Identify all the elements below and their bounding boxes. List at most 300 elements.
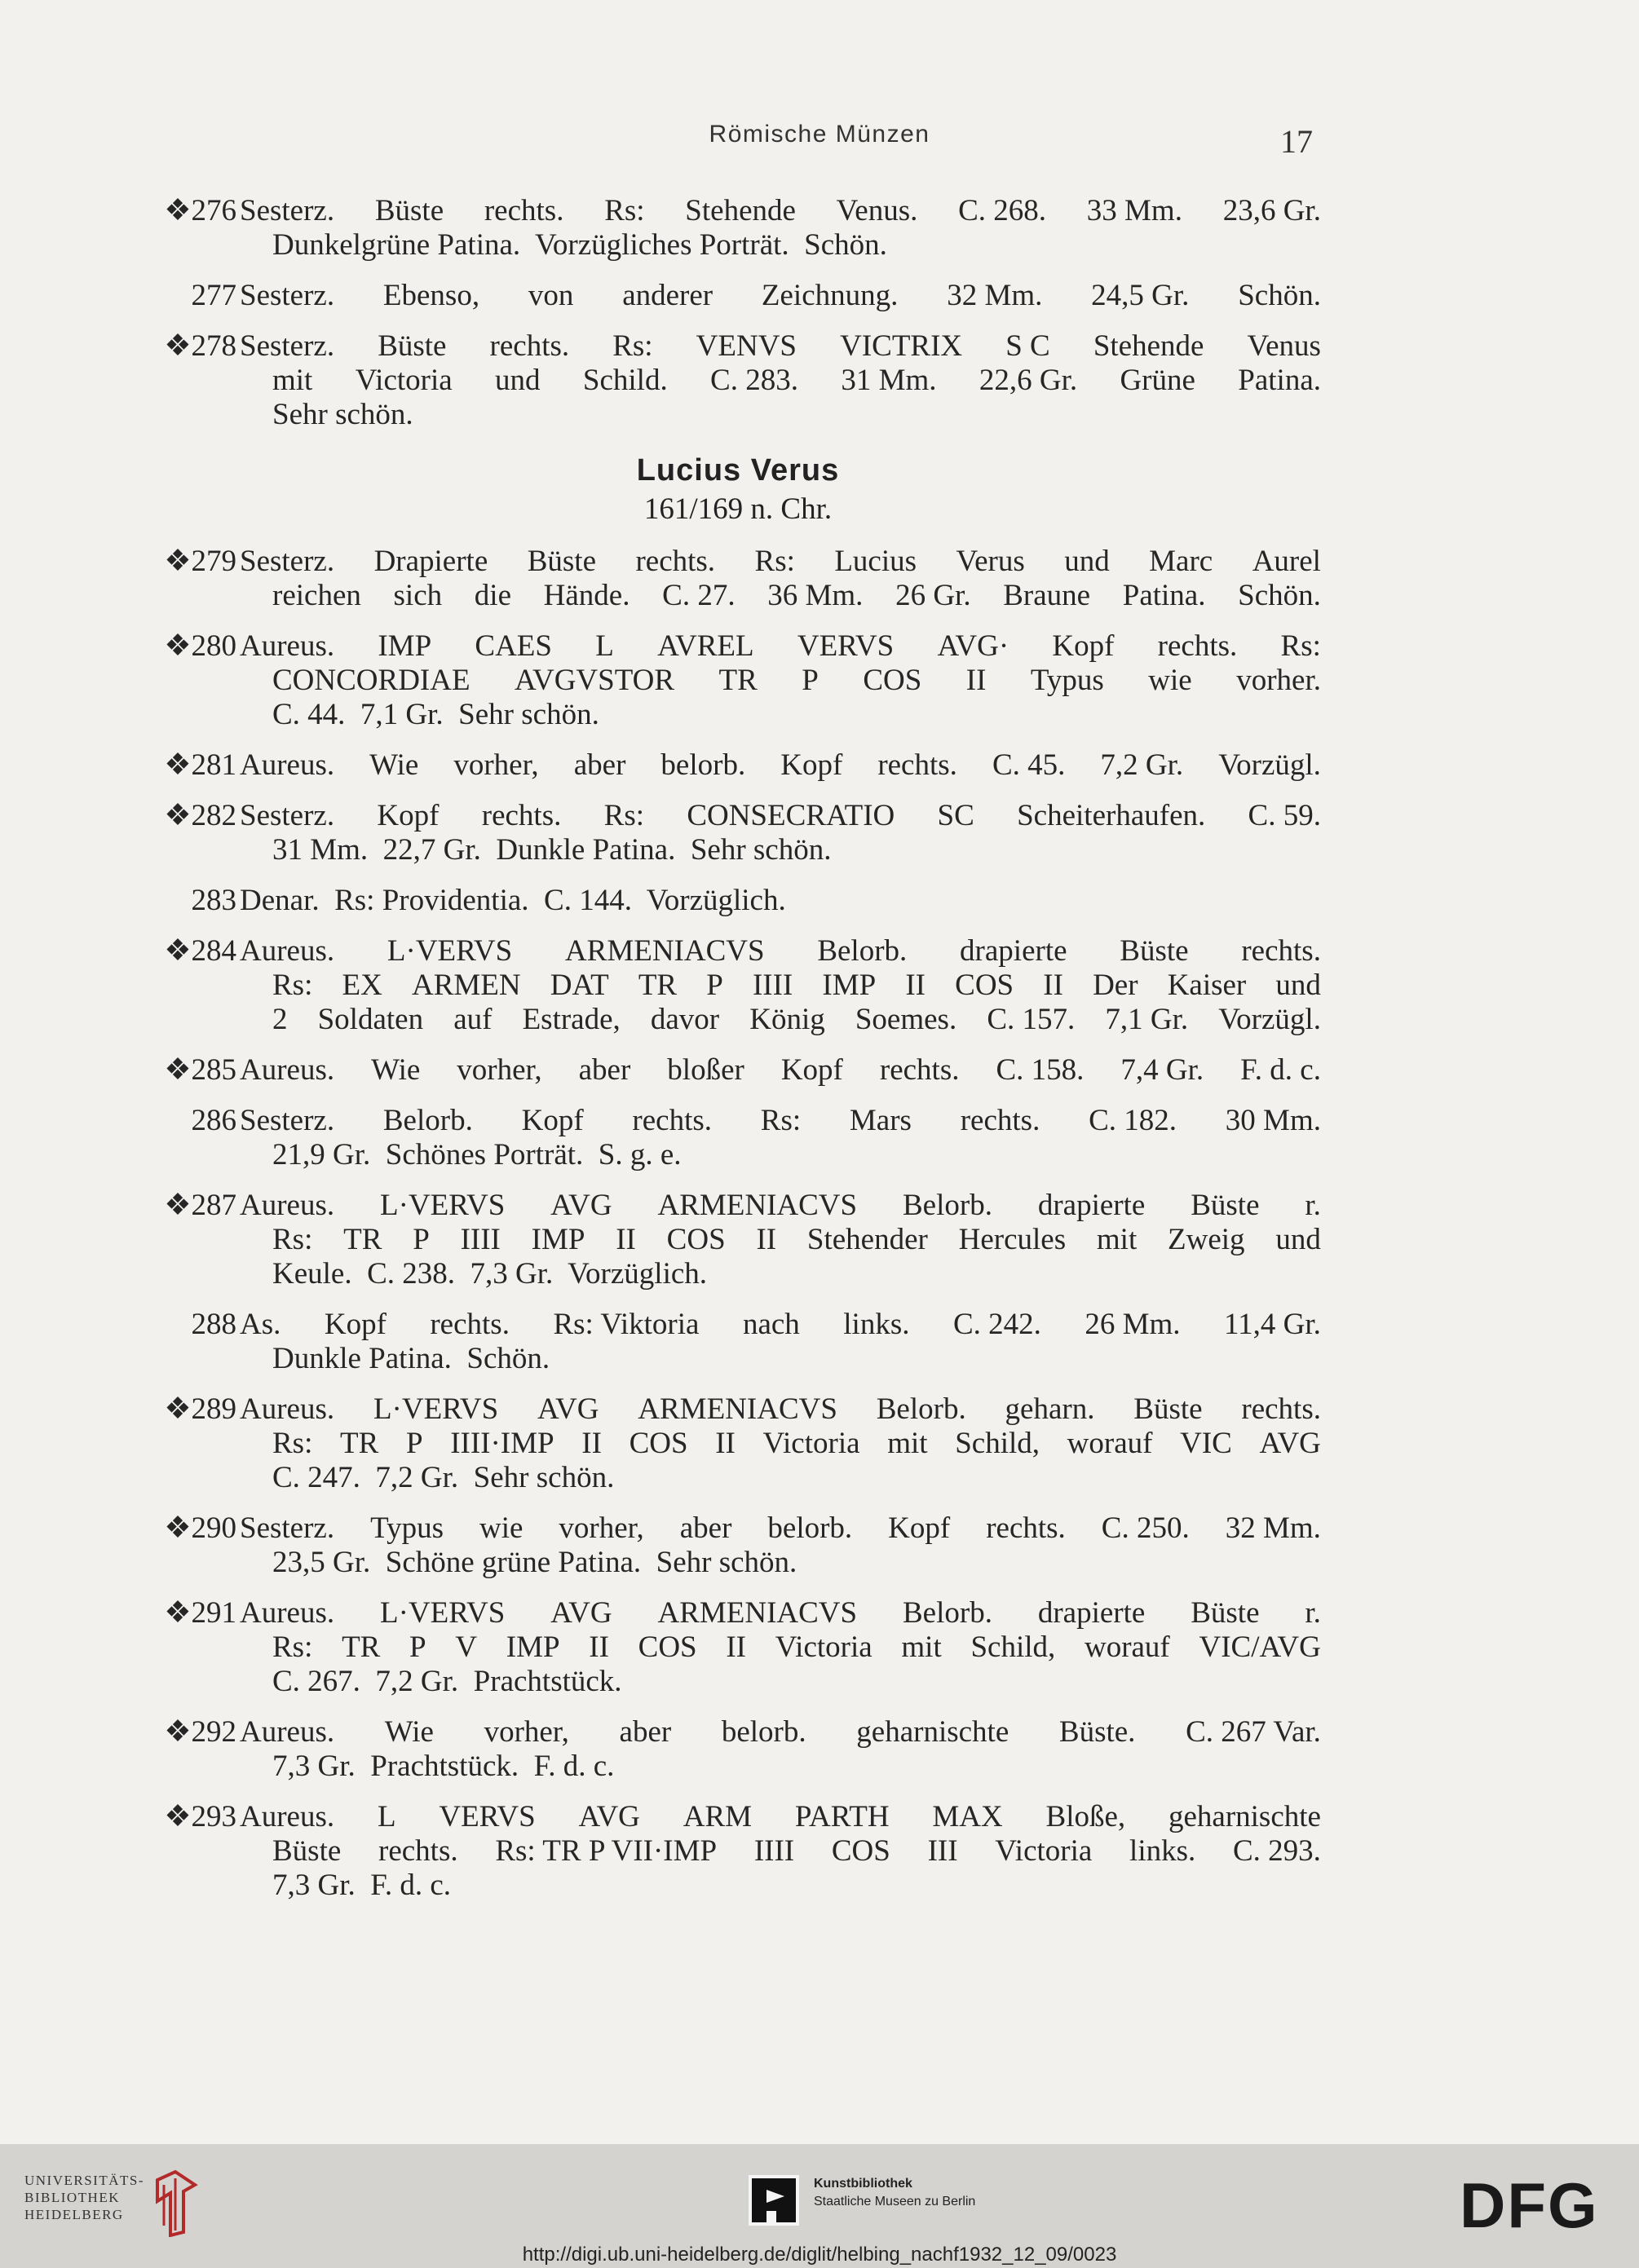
entry-word: C. 250. xyxy=(1101,1511,1190,1545)
entry-word: 7,2 Gr. xyxy=(1100,748,1184,782)
entry-word: und xyxy=(1275,969,1321,1002)
lot-number: 277 xyxy=(191,279,236,312)
kunstbibliothek-logo-icon[interactable] xyxy=(749,2175,799,2226)
entry-word: Marc xyxy=(1149,545,1213,578)
entry-word: rechts. xyxy=(1241,934,1321,968)
entry-word: AVG xyxy=(550,1596,612,1630)
entry-word: mit xyxy=(272,364,313,397)
entry-word: und xyxy=(1275,1223,1321,1256)
entry-word: Wie xyxy=(384,1715,434,1749)
entry-word: Typus xyxy=(1030,664,1104,697)
entry-line xyxy=(272,1630,1321,1665)
entry-word: C. 242. xyxy=(952,1308,1041,1341)
entry-word: 32 Mm. xyxy=(947,279,1043,312)
entry-word: rechts. xyxy=(430,1308,510,1341)
entry-line xyxy=(272,364,1321,398)
entry-word: nach xyxy=(742,1308,800,1341)
entry-line xyxy=(272,579,1321,613)
entry-word: EX xyxy=(342,969,382,1002)
entry-word: Aureus. xyxy=(240,1053,335,1087)
entry-line xyxy=(272,1257,1321,1291)
entry-word: Aureus. xyxy=(240,629,335,663)
entry-word: Venus xyxy=(1247,329,1321,363)
entry-word: IMP xyxy=(531,1223,585,1256)
entry-word: VERVS xyxy=(797,629,895,663)
entry-word: die xyxy=(474,579,511,612)
entry-word: Aureus. xyxy=(240,1800,335,1833)
kb-subtitle: Staatliche Museen zu Berlin xyxy=(814,2195,976,2208)
entry-word: II xyxy=(905,969,926,1002)
entry-word: Rs: xyxy=(604,194,645,227)
lot-number: ❖293 xyxy=(164,1800,236,1833)
entry-word: COS xyxy=(863,664,922,697)
entry-word: rechts. xyxy=(986,1511,1066,1545)
entry-word: Rs: xyxy=(272,1223,313,1256)
entry-word: von xyxy=(528,279,574,312)
entry-word: AVG xyxy=(550,1189,612,1222)
entry-word: Drapierte xyxy=(373,545,488,578)
entry-word: Sesterz. xyxy=(240,279,335,312)
lot-number: ❖287 xyxy=(164,1189,236,1222)
entry-line xyxy=(272,1750,1321,1784)
entry-word: Victoria xyxy=(995,1834,1093,1868)
entry-word: rechts. xyxy=(1157,629,1238,663)
entry-word: wie xyxy=(1148,664,1192,697)
entry-word: vorher, xyxy=(457,1053,542,1087)
lot-number: ❖276 xyxy=(164,194,236,227)
entry-word: C. 44. 7,1 Gr. Sehr schön. xyxy=(272,698,599,731)
entry-word: Victoria xyxy=(762,1427,860,1460)
entry-word: 31 Mm. 22,7 Gr. Dunkle Patina. Sehr schön. xyxy=(272,833,832,867)
entry-word: II xyxy=(616,1223,636,1256)
entry-word: Sesterz. xyxy=(240,545,335,578)
entry-word: 21,9 Gr. Schönes Porträt. S. g. e. xyxy=(272,1138,682,1172)
catalog-entry xyxy=(155,1189,1321,1291)
entry-word: VIC xyxy=(1180,1427,1232,1460)
entry-word: Aureus. xyxy=(240,1392,335,1426)
entry-word: C. 182. xyxy=(1089,1104,1177,1137)
entry-word: 30 Mm. xyxy=(1225,1104,1321,1137)
entry-word: II xyxy=(589,1630,609,1664)
entry-word: CONCORDIAE xyxy=(272,664,470,697)
entry-word: Kopf xyxy=(780,748,843,782)
entry-word: belorb. xyxy=(660,748,746,782)
entry-word: und xyxy=(495,364,541,397)
lot-number: ❖278 xyxy=(164,329,236,363)
catalog-entry xyxy=(155,934,1321,1037)
entry-line xyxy=(240,329,1321,364)
entry-word: rechts. xyxy=(489,329,570,363)
catalog-entry xyxy=(155,194,1321,263)
entry-line xyxy=(272,664,1321,698)
entry-word: Verus xyxy=(956,545,1025,578)
entry-word: aber xyxy=(573,748,626,782)
entry-word: Soldaten xyxy=(317,1003,424,1036)
entry-word: VICTRIX xyxy=(840,329,963,363)
entry-word: Belorb. xyxy=(903,1189,992,1222)
entry-word: IMP xyxy=(506,1630,560,1664)
entry-line xyxy=(272,1138,1321,1172)
entry-word: Sehr schön. xyxy=(272,398,413,431)
entry-word: Kaiser xyxy=(1167,969,1247,1002)
entry-word: davor xyxy=(650,1003,720,1036)
entry-word: C. 59. xyxy=(1248,799,1321,832)
entry-word: II xyxy=(965,664,987,697)
entry-word: Ebenso, xyxy=(382,279,480,312)
entry-word: Venus. xyxy=(836,194,918,227)
entry-word: IMP xyxy=(378,629,432,663)
lot-number: ❖280 xyxy=(164,629,236,663)
entry-word: IIII·IMP xyxy=(450,1427,554,1460)
lot-number: ❖291 xyxy=(164,1596,236,1630)
catalog-entry xyxy=(155,1511,1321,1580)
lot-number: ❖282 xyxy=(164,799,236,832)
entry-word: Stehender xyxy=(806,1223,928,1256)
entry-word: II xyxy=(581,1427,602,1460)
entry-word: Aureus. xyxy=(240,1189,335,1222)
entry-word: P xyxy=(409,1630,426,1664)
entry-word: AVG xyxy=(537,1392,599,1426)
catalog-entry xyxy=(155,1104,1321,1172)
entry-word: Büste xyxy=(272,1834,342,1868)
entry-word: auf xyxy=(453,1003,493,1036)
entry-word: TR xyxy=(342,1630,381,1664)
entry-word: 32 Mm. xyxy=(1225,1511,1321,1545)
entry-word: Belorb. xyxy=(876,1392,966,1426)
entry-word: anderer xyxy=(622,279,713,312)
entry-word: belorb. xyxy=(721,1715,806,1749)
entry-word: 23,6 Gr. xyxy=(1222,194,1321,227)
entry-word: Hercules xyxy=(958,1223,1067,1256)
entry-word: drapierte xyxy=(960,934,1067,968)
entry-word: 7,3 Gr. F. d. c. xyxy=(272,1869,452,1902)
entry-word: 36 Mm. xyxy=(767,579,864,612)
entry-word: TR xyxy=(718,664,758,697)
kunstbibliothek-text[interactable] xyxy=(814,2175,975,2211)
entry-word: vorher, xyxy=(559,1511,644,1545)
entry-word: As. xyxy=(240,1308,281,1341)
entry-line xyxy=(240,1511,1321,1546)
lot-number: ❖279 xyxy=(164,545,236,578)
catalog-entry xyxy=(155,884,1321,918)
catalog-entry xyxy=(155,1715,1321,1784)
entry-word: aber xyxy=(679,1511,732,1545)
entry-word: Vorzügl. xyxy=(1218,1003,1321,1036)
entry-word: SC xyxy=(937,799,974,832)
entry-word: IIII xyxy=(752,969,793,1002)
entry-word: IIII xyxy=(753,1834,795,1868)
entry-word: 2 xyxy=(272,1003,288,1036)
entry-word: TR xyxy=(343,1223,382,1256)
entry-word: aber xyxy=(578,1053,631,1087)
entry-word: Büste xyxy=(527,545,596,578)
entry-word: rechts. xyxy=(378,1834,458,1868)
entry-word: worauf xyxy=(1067,1427,1153,1460)
entry-line xyxy=(240,1308,1321,1342)
entry-word: Scheiterhaufen. xyxy=(1017,799,1206,832)
entry-word: ARMENIACVS xyxy=(657,1189,858,1222)
section-subheading: 161/169 n. Chr. xyxy=(643,492,833,526)
entry-line xyxy=(240,799,1321,833)
entry-line xyxy=(240,1104,1321,1138)
catalog-entry xyxy=(155,1800,1321,1903)
entry-word: Dunkle Patina. Schön. xyxy=(272,1342,550,1375)
lot-number: ❖290 xyxy=(164,1511,236,1545)
entry-word: Patina. xyxy=(1122,579,1206,612)
entry-word: P xyxy=(706,969,723,1002)
entry-word: V xyxy=(455,1630,478,1664)
entry-line xyxy=(272,1834,1321,1869)
entry-line xyxy=(272,398,1321,432)
entry-word: mit xyxy=(901,1630,942,1664)
entry-line xyxy=(240,1053,1321,1088)
entry-word: mit xyxy=(887,1427,928,1460)
entry-word: Büste xyxy=(1191,1189,1260,1222)
entry-word: Aureus. xyxy=(240,1715,335,1749)
entry-word: Zweig xyxy=(1168,1223,1245,1256)
entry-word: DAT xyxy=(550,969,609,1002)
entry-word: IIII xyxy=(460,1223,501,1256)
entry-line xyxy=(240,194,1321,228)
entry-word: wie xyxy=(479,1511,524,1545)
entry-line xyxy=(240,279,1321,313)
entry-word: ARMEN xyxy=(411,969,521,1002)
catalog-entry xyxy=(155,1308,1321,1376)
entry-word: P xyxy=(802,664,819,697)
entry-word: Büste xyxy=(1120,934,1189,968)
entry-word: geharnischte xyxy=(856,1715,1009,1749)
entry-word: L·VERVS xyxy=(380,1596,506,1630)
entries-antoninus xyxy=(155,194,1321,432)
entry-line xyxy=(240,1189,1321,1223)
entry-word: Aureus. xyxy=(240,748,335,782)
entry-word: Wie xyxy=(371,1053,421,1087)
entry-word: Rs: TR P VII·IMP xyxy=(495,1834,718,1868)
entry-word: C. 267. 7,2 Gr. Prachtstück. xyxy=(272,1665,622,1698)
entry-word: Braune xyxy=(1003,579,1091,612)
entry-word: Aureus. xyxy=(240,1596,335,1630)
entry-line xyxy=(240,1715,1321,1750)
entry-word: Büste xyxy=(1133,1392,1203,1426)
entry-line xyxy=(240,1392,1321,1427)
entry-line xyxy=(272,1427,1321,1461)
entry-word: AVG xyxy=(1259,1427,1321,1460)
entry-word: Sesterz. xyxy=(240,1511,335,1545)
running-head: Römische Münzen xyxy=(709,121,930,148)
entry-word: 26 Gr. xyxy=(895,579,971,612)
entry-word: rechts. xyxy=(877,748,957,782)
entry-word: 11,4 Gr. xyxy=(1224,1308,1321,1341)
ub-heidelberg-logo-text[interactable] xyxy=(24,2172,144,2223)
entry-word: Schild, xyxy=(955,1427,1040,1460)
entry-word: L·VERVS xyxy=(373,1392,499,1426)
entry-word: drapierte xyxy=(1037,1596,1146,1630)
lot-number: 283 xyxy=(191,884,236,917)
entry-word: Keule. C. 238. 7,3 Gr. Vorzüglich. xyxy=(272,1257,708,1291)
permalink-url[interactable]: http://digi.ub.uni-heidelberg.de/diglit/helbing_nachf1932_12_09/0023 xyxy=(522,2244,1117,2266)
page-number: 17 xyxy=(1280,123,1313,160)
entry-line xyxy=(240,1596,1321,1630)
entry-word: Rs: xyxy=(272,1630,313,1664)
entry-word: C. 27. xyxy=(662,579,736,612)
lot-number: ❖284 xyxy=(164,934,236,968)
entry-word: Vorzügl. xyxy=(1218,748,1321,782)
entry-word: rechts. xyxy=(879,1053,960,1087)
entry-word: vorher. xyxy=(1236,664,1321,697)
entry-line xyxy=(240,629,1321,664)
entry-word: ARMENIACVS xyxy=(657,1596,858,1630)
entry-word: Büste. xyxy=(1058,1715,1136,1749)
entry-word: PARTH xyxy=(794,1800,890,1833)
entry-line xyxy=(240,934,1321,969)
entry-word: drapierte xyxy=(1037,1189,1146,1222)
entry-word: MAX xyxy=(932,1800,1003,1833)
lot-number: ❖289 xyxy=(164,1392,236,1426)
entry-line xyxy=(240,545,1321,579)
entry-word: Der xyxy=(1093,969,1138,1002)
entry-word: L·VERVS xyxy=(387,934,513,968)
entry-word: r. xyxy=(1305,1189,1321,1222)
entry-word: 22,6 Gr. xyxy=(979,364,1078,397)
entry-word: geharn. xyxy=(1005,1392,1095,1426)
entry-word: VENVS xyxy=(696,329,797,363)
entry-word: vorher, xyxy=(484,1715,569,1749)
catalog-entry xyxy=(155,279,1321,313)
entry-word: rechts. xyxy=(960,1104,1040,1137)
entry-word: Stehende xyxy=(685,194,796,227)
catalog-entry xyxy=(155,1596,1321,1699)
entry-word: II xyxy=(726,1630,746,1664)
entry-word: AVGVSTOR xyxy=(515,664,675,697)
entry-word: P xyxy=(405,1427,423,1460)
entry-word: Kopf xyxy=(521,1104,584,1137)
entry-word: König xyxy=(749,1003,825,1036)
entry-word: aber xyxy=(619,1715,672,1749)
entry-word: 7,3 Gr. Prachtstück. F. d. c. xyxy=(272,1750,615,1783)
entry-word: Rs: xyxy=(272,1427,313,1460)
entry-word: COS xyxy=(666,1223,726,1256)
footer-bar xyxy=(0,2144,1639,2268)
section-heading: Lucius Verus xyxy=(636,453,840,488)
entry-line xyxy=(272,228,1321,263)
entry-word: 7,4 Gr. xyxy=(1120,1053,1204,1087)
entry-word: Estrade, xyxy=(522,1003,621,1036)
entry-word: Patina. xyxy=(1238,364,1321,397)
ub-heidelberg-logo-icon[interactable] xyxy=(151,2169,200,2237)
entry-word: rechts. xyxy=(1241,1392,1321,1426)
entry-word: 23,5 Gr. Schöne grüne Patina. Sehr schön. xyxy=(272,1546,797,1579)
catalog-entry xyxy=(155,1392,1321,1495)
entry-word: Rs: Viktoria xyxy=(553,1308,700,1341)
entry-word: C. 247. 7,2 Gr. Sehr schön. xyxy=(272,1461,615,1494)
entry-word: 7,1 Gr. xyxy=(1105,1003,1189,1036)
entry-word: III xyxy=(927,1834,958,1868)
entry-word: TR xyxy=(340,1427,379,1460)
entry-word: CAES xyxy=(475,629,552,663)
entry-word: Bloße, xyxy=(1045,1800,1126,1833)
entry-line xyxy=(272,1461,1321,1495)
entry-line xyxy=(272,698,1321,732)
entry-word: C. 157. xyxy=(987,1003,1076,1036)
entry-word: Rs: xyxy=(1280,629,1321,663)
entry-word: AVG xyxy=(578,1800,640,1833)
entry-word: C. 283. xyxy=(710,364,798,397)
entry-word: geharnischte xyxy=(1168,1800,1321,1833)
ub-logo-line: UNIVERSITÄTS- xyxy=(24,2173,144,2188)
entry-word: Sesterz. xyxy=(240,194,335,227)
entry-word: 26 Mm. xyxy=(1085,1308,1181,1341)
entry-word: ARMENIACVS xyxy=(638,1392,837,1426)
ub-logo-line: HEIDELBERG xyxy=(24,2207,124,2222)
lot-number: ❖292 xyxy=(164,1715,236,1749)
entry-word: Kopf xyxy=(888,1511,951,1545)
lot-number: ❖281 xyxy=(164,748,236,782)
entry-word: COS xyxy=(629,1427,688,1460)
entry-word: Mars xyxy=(849,1104,912,1137)
entry-line xyxy=(272,1223,1321,1257)
entry-line xyxy=(272,833,1321,867)
entry-word: P xyxy=(413,1223,430,1256)
entry-word: mit xyxy=(1096,1223,1138,1256)
entry-word: und xyxy=(1064,545,1110,578)
entry-word: Denar. Rs: Providentia. C. 144. Vorzüglich. xyxy=(240,884,786,917)
catalog-entry xyxy=(155,748,1321,783)
entry-line xyxy=(240,1800,1321,1834)
entry-word: 24,5 Gr. xyxy=(1091,279,1190,312)
entry-word: COS xyxy=(955,969,1014,1002)
entry-line xyxy=(272,969,1321,1003)
entry-word: ARMENIACVS xyxy=(564,934,765,968)
entry-word: Schild, xyxy=(970,1630,1056,1664)
entry-word: Kopf xyxy=(324,1308,387,1341)
entry-word: Rs: xyxy=(760,1104,802,1137)
entry-word: Schild. xyxy=(582,364,668,397)
entry-word: rechts. xyxy=(632,1104,713,1137)
entry-word: Stehende xyxy=(1093,329,1204,363)
entry-word: F. d. c. xyxy=(1240,1053,1321,1087)
entry-word: Zeichnung. xyxy=(761,279,899,312)
entry-word: links. xyxy=(1129,1834,1196,1868)
catalog-entry xyxy=(155,629,1321,732)
entry-word: COS xyxy=(831,1834,890,1868)
entry-word: Sesterz. xyxy=(240,799,335,832)
entry-word: L xyxy=(377,1800,396,1833)
entry-word: Aureus. xyxy=(240,934,335,968)
entry-word: COS xyxy=(638,1630,697,1664)
entry-word: CONSECRATIO xyxy=(687,799,895,832)
catalog-entry xyxy=(155,1053,1321,1088)
entry-word: Schön. xyxy=(1238,279,1321,312)
entry-word: II xyxy=(715,1427,736,1460)
entry-word: Grüne xyxy=(1120,364,1195,397)
entry-word: C. 268. xyxy=(958,194,1047,227)
entry-word: Kopf xyxy=(377,799,440,832)
entry-word: C. 293. xyxy=(1233,1834,1321,1868)
entry-word: Lucius xyxy=(834,545,917,578)
dfg-logo[interactable]: DFG xyxy=(1460,2169,1599,2241)
entry-line xyxy=(272,1342,1321,1376)
entry-word: IMP xyxy=(822,969,877,1002)
entry-word: AVREL xyxy=(657,629,754,663)
entry-word: Victoria xyxy=(355,364,453,397)
entry-word: reichen xyxy=(272,579,361,612)
entry-word: 33 Mm. xyxy=(1086,194,1182,227)
entry-word: Hände. xyxy=(543,579,630,612)
entry-word: Belorb. xyxy=(382,1104,473,1137)
catalog-list xyxy=(155,194,1321,1919)
entry-line xyxy=(240,748,1321,783)
entry-word: Büste xyxy=(1191,1596,1260,1630)
